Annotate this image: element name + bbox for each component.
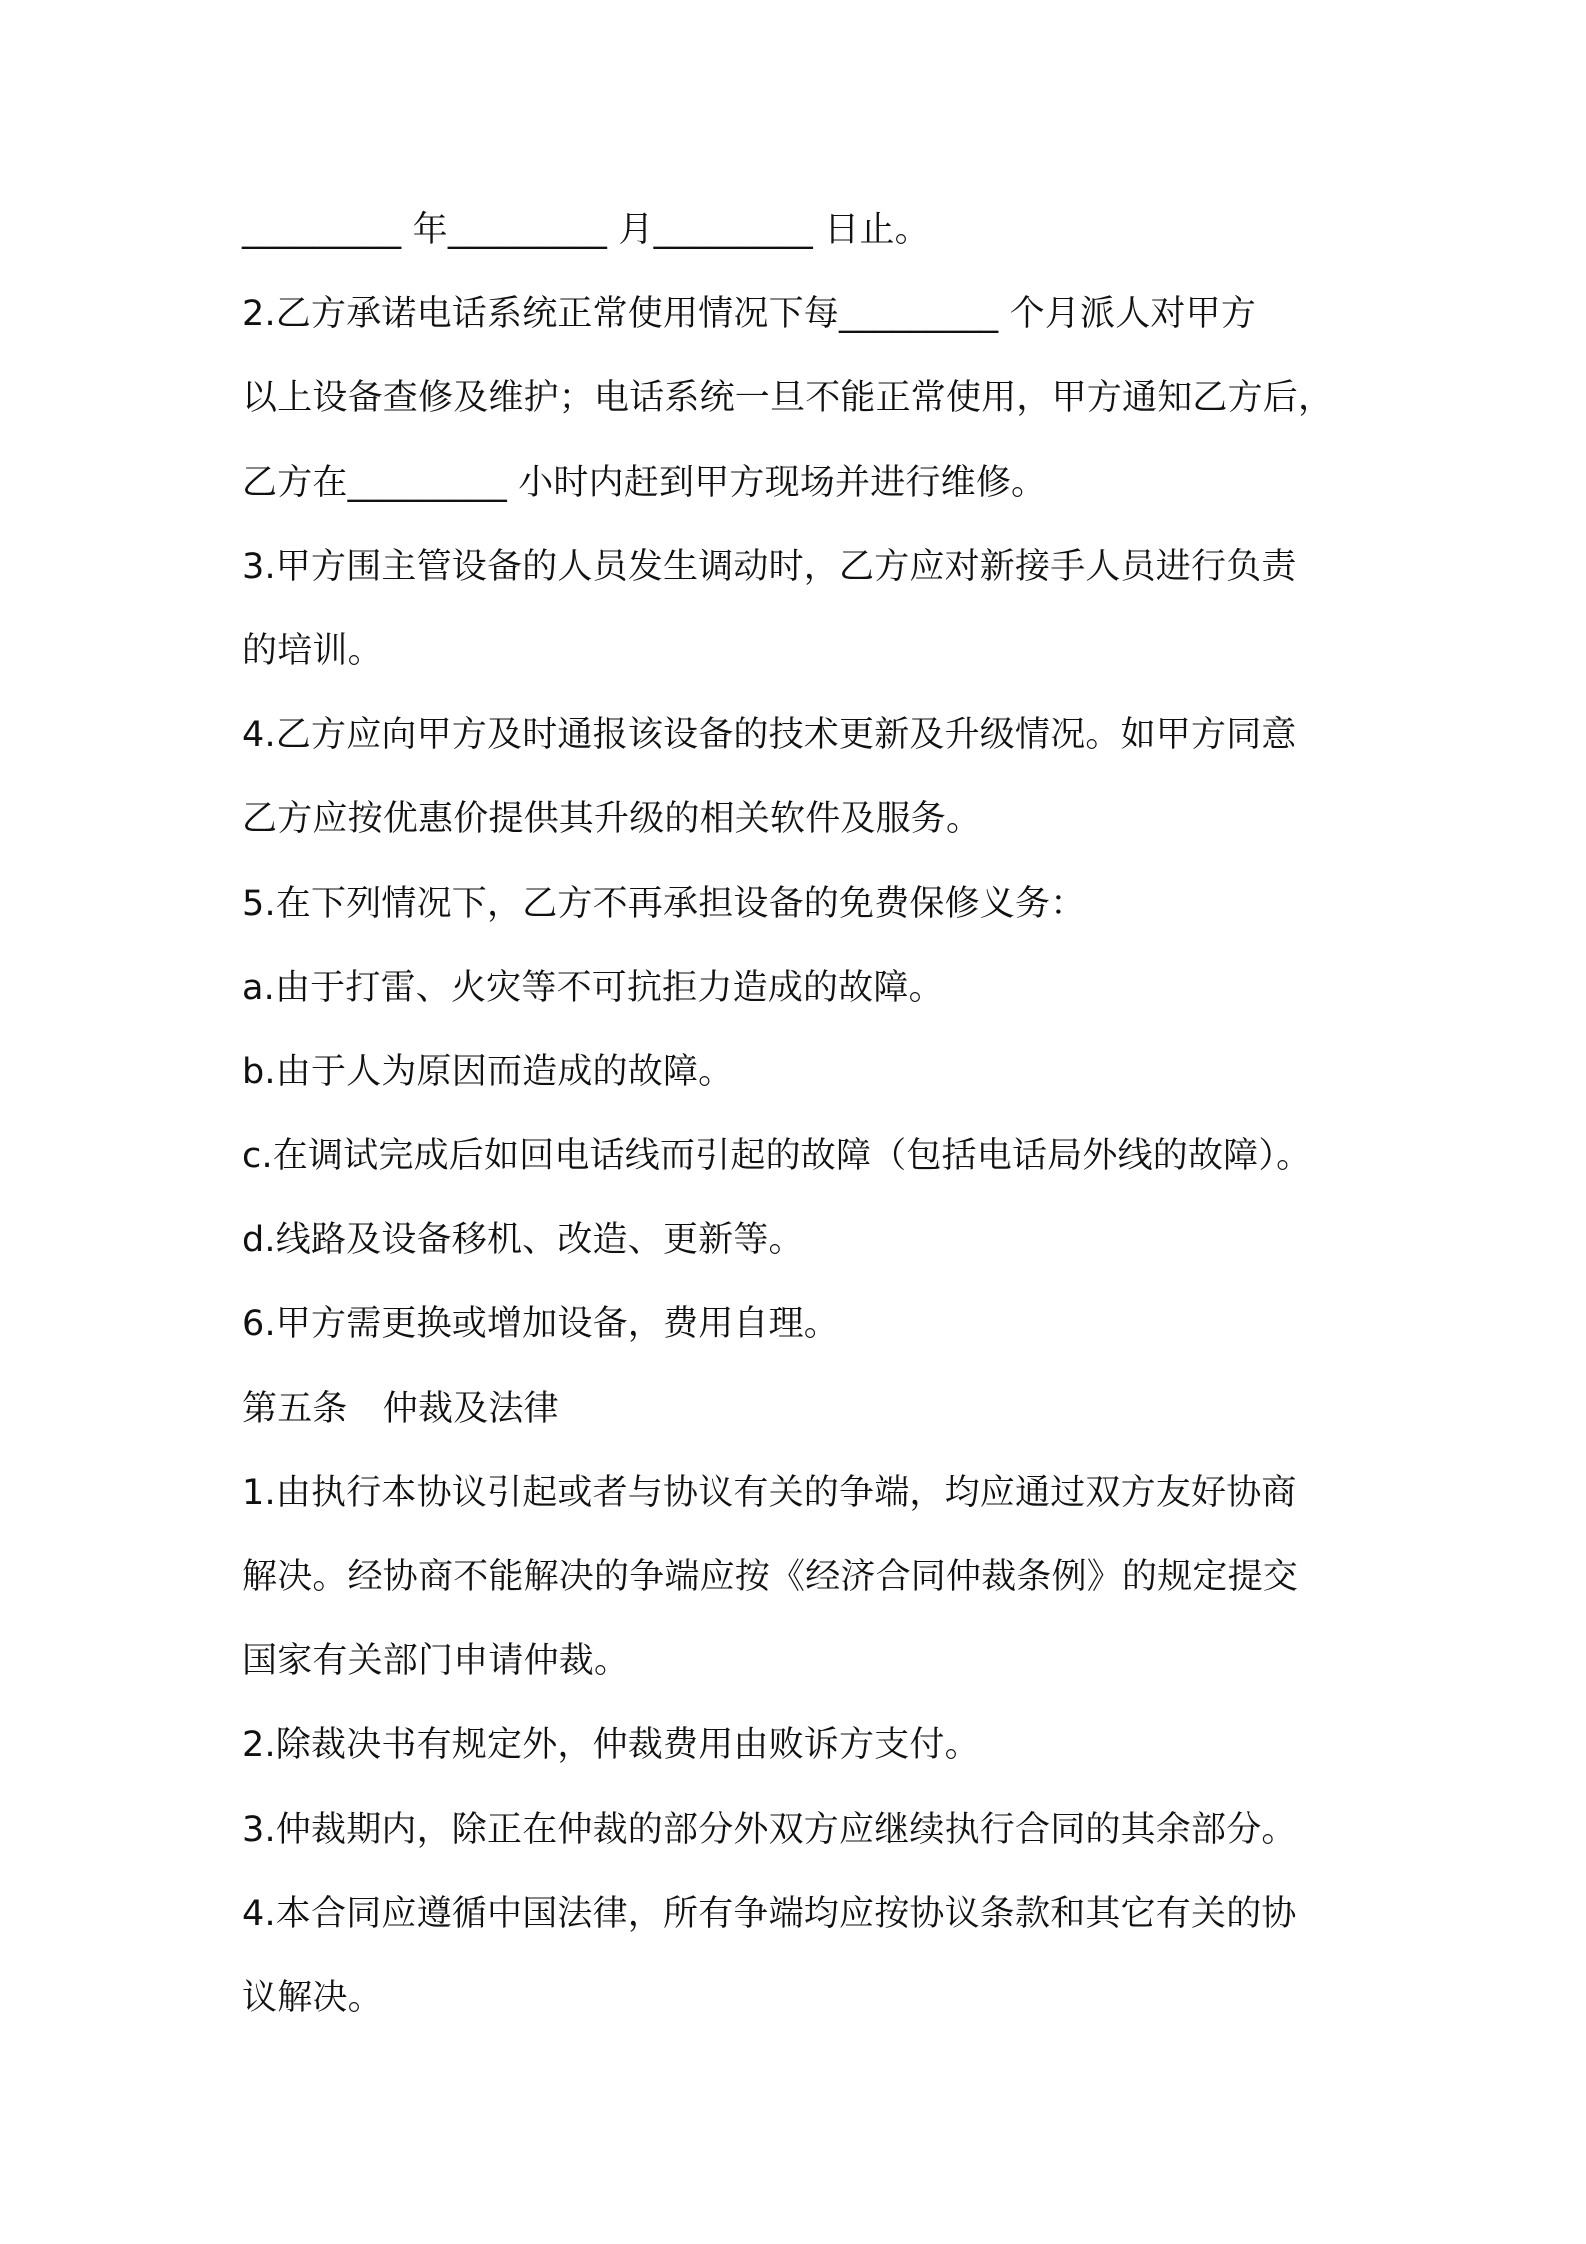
text-line-end-date: _________ 年_________ 月_________ 日止。 <box>242 210 930 250</box>
text-line-clause-4b: 乙方应按优惠价提供其升级的相关软件及服务。 <box>242 799 982 840</box>
text-line-clause-6: 6.甲方需更换或增加设备，费用自理。 <box>242 1304 839 1345</box>
text-line-arbitration-4a: 4.本合同应遵循中国法律，所有争端均应按协议条款和其它有关的协 <box>242 1893 1297 1934</box>
document-body <box>242 198 1362 2050</box>
text-line-clause-2b: 以上设备查修及维护；电话系统一旦不能正常使用，甲方通知乙方后， <box>242 378 1334 419</box>
text-line-clause-3b: 的培训。 <box>242 630 383 671</box>
text-line-arbitration-4b: 议解决。 <box>242 1977 383 2018</box>
text-line-clause-3a: 3.甲方围主管设备的人员发生调动时，乙方应对新接手人员进行负责 <box>242 546 1297 587</box>
text-line-clause-2a: 2.乙方承诺电话系统正常使用情况下每_________ 个月派人对甲方 <box>242 294 1257 335</box>
text-line-item-a: a.由于打雷、火灾等不可抗拒力造成的故障。 <box>242 967 944 1008</box>
text-line-arbitration-1a: 1.由执行本协议引起或者与协议有关的争端，均应通过双方友好协商 <box>242 1472 1297 1513</box>
text-line-clause-5: 5.在下列情况下，乙方不再承担设备的免费保修义务： <box>242 883 1086 924</box>
text-line-item-c: c.在调试完成后如回电话线而引起的故障（包括电话局外线的故障）。 <box>242 1136 1312 1177</box>
text-line-item-d: d.线路及设备移机、改造、更新等。 <box>242 1220 804 1261</box>
section-heading-article-5: 第五条 仲裁及法律 <box>242 1388 559 1429</box>
text-line-arbitration-1b: 解决。经协商不能解决的争端应按《经济合同仲裁条例》的规定提交 <box>242 1557 1299 1597</box>
text-line-clause-4a: 4.乙方应向甲方及时通报该设备的技术更新及升级情况。如甲方同意 <box>242 715 1297 756</box>
text-line-clause-2c: 乙方在_________ 小时内赶到甲方现场并进行维修。 <box>242 462 1047 503</box>
text-line-arbitration-3: 3.仲裁期内，除正在仲裁的部分外双方应继续执行合同的其余部分。 <box>242 1809 1297 1850</box>
text-line-arbitration-1c: 国家有关部门申请仲裁。 <box>242 1641 630 1682</box>
text-line-arbitration-2: 2.除裁决书有规定外，仲裁费用由败诉方支付。 <box>242 1725 980 1766</box>
text-line-item-b: b.由于人为原因而造成的故障。 <box>242 1051 734 1092</box>
